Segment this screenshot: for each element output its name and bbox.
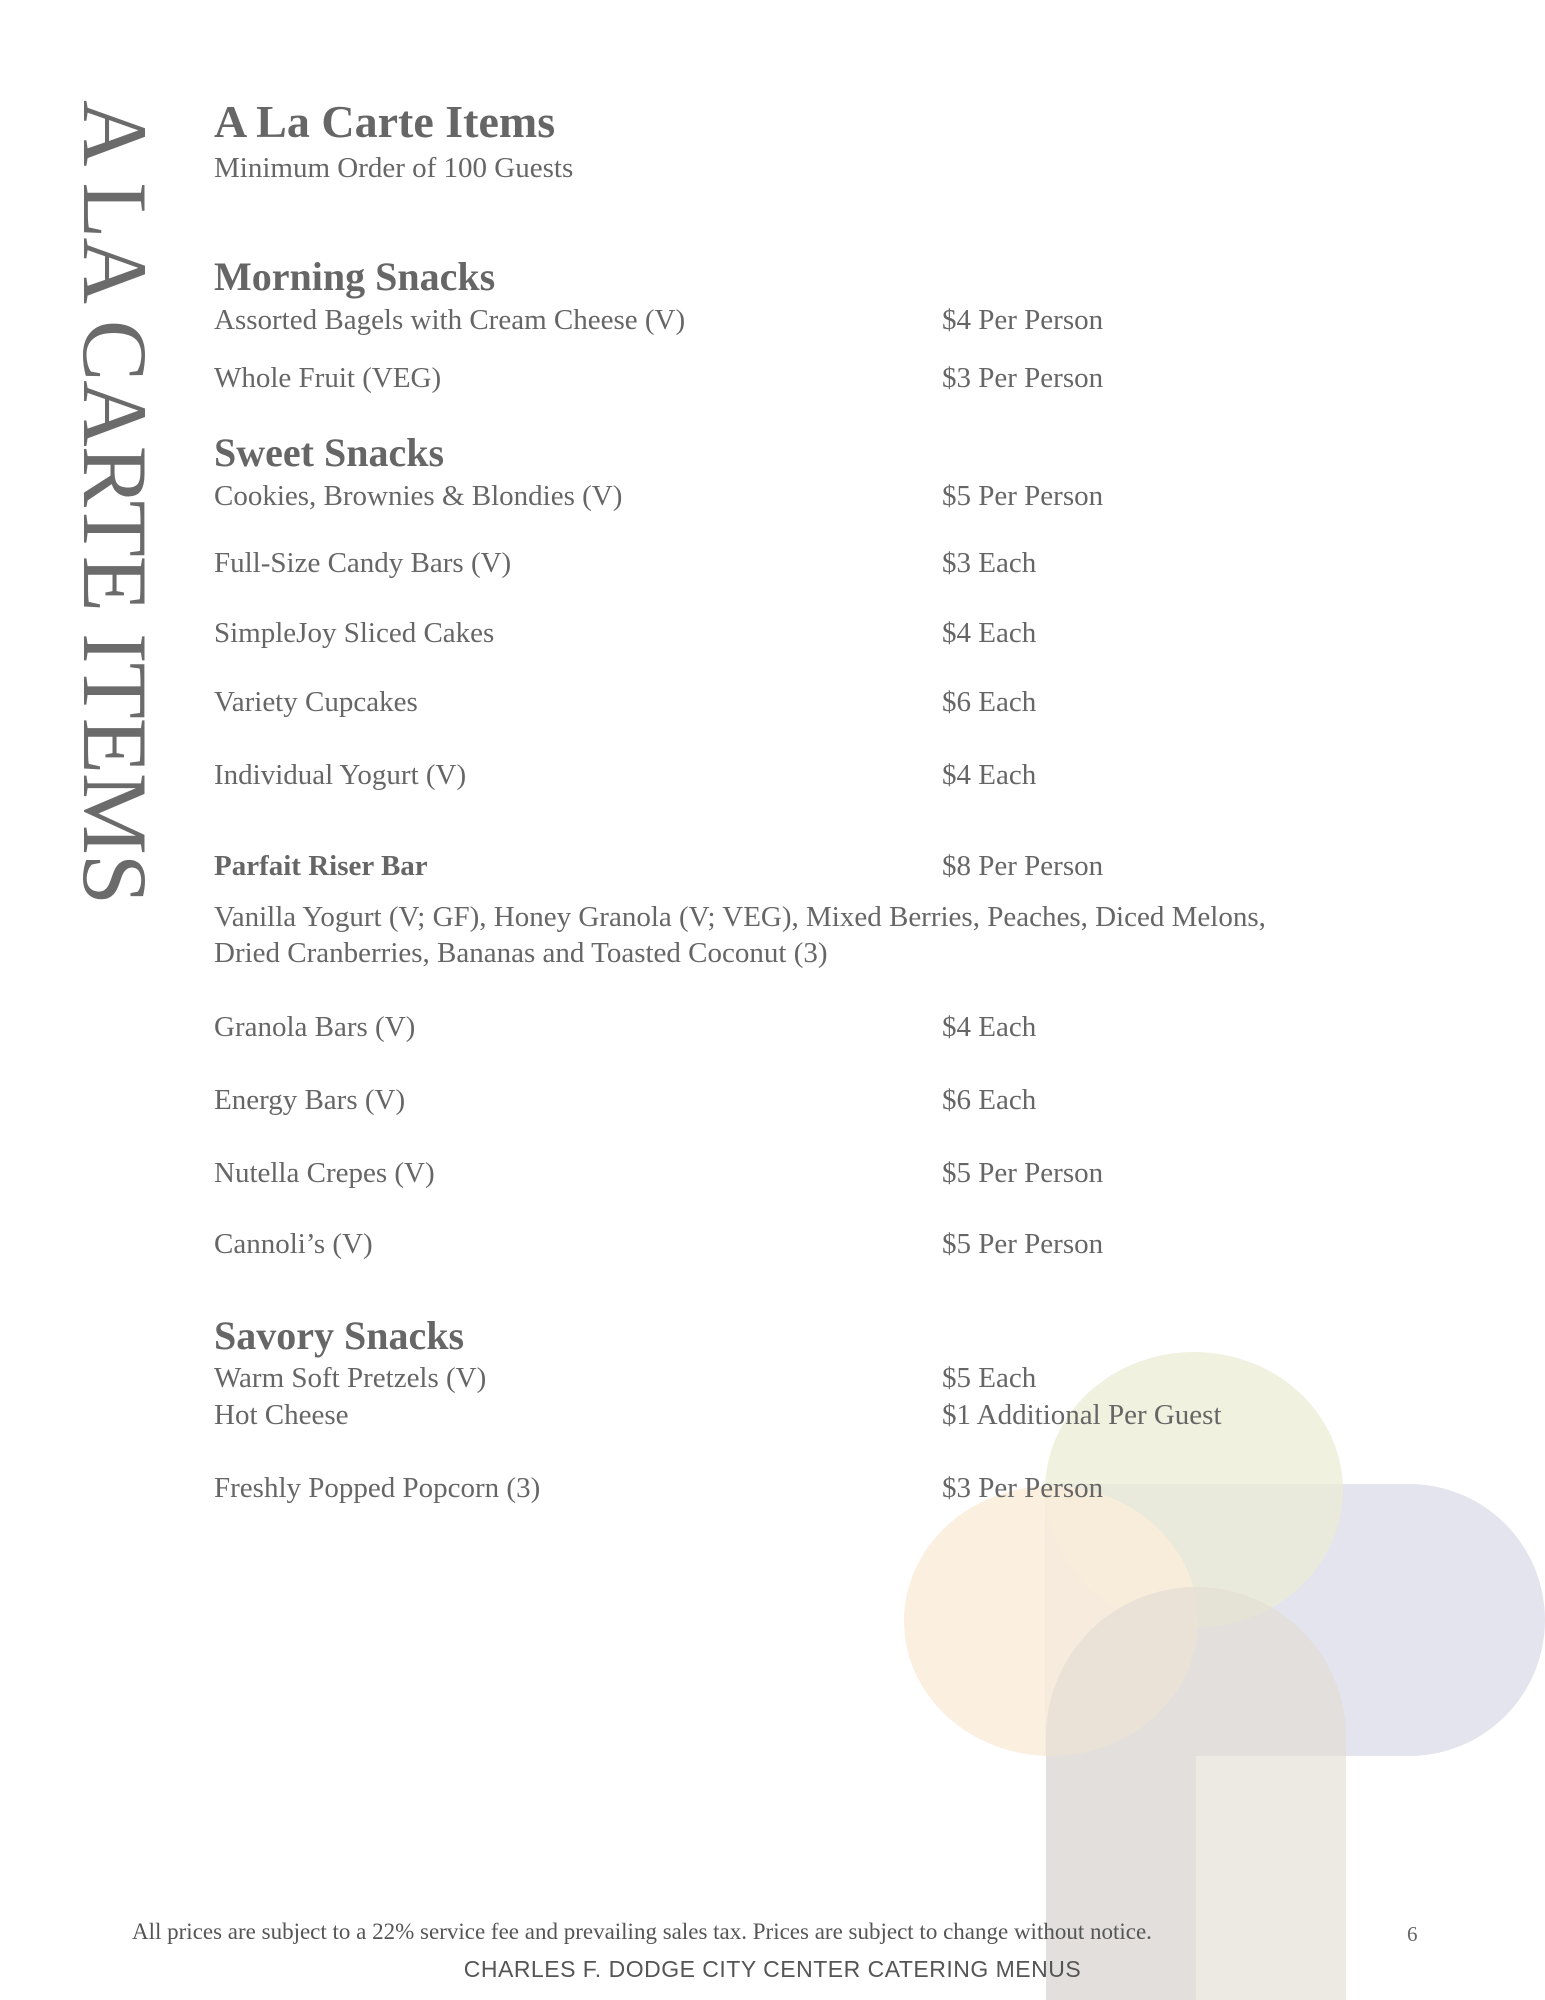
section-title-savory: Savory Snacks <box>214 1313 465 1358</box>
item-price: $6 Each <box>942 686 1037 718</box>
item-name: Energy Bars (V) <box>214 1084 406 1116</box>
page-subtitle: Minimum Order of 100 Guests <box>214 152 574 184</box>
item-price: $5 Each <box>942 1362 1037 1394</box>
item-name: Hot Cheese <box>214 1399 349 1431</box>
item-name: Cannoli’s (V) <box>214 1228 373 1260</box>
item-name: Nutella Crepes (V) <box>214 1157 435 1189</box>
item-price: $3 Per Person <box>942 362 1104 394</box>
item-price: $3 Each <box>942 547 1037 579</box>
footer-disclaimer: All prices are subject to a 22% service fee and prevailing sales tax. Prices are subject to change without notice. <box>132 1919 1152 1944</box>
page-number: 6 <box>1407 1922 1418 1946</box>
section-title-sweet: Sweet Snacks <box>214 430 445 475</box>
section-title-morning: Morning Snacks <box>214 254 496 299</box>
item-price: $5 Per Person <box>942 1157 1104 1189</box>
item-price: $4 Per Person <box>942 304 1104 336</box>
item-name: Full-Size Candy Bars (V) <box>214 547 512 579</box>
item-price: $4 Each <box>942 617 1037 649</box>
item-name: Granola Bars (V) <box>214 1011 416 1043</box>
parfait-description: Dried Cranberries, Bananas and Toasted Coconut (3) <box>214 937 828 969</box>
side-title: A LA CARTE ITEMS <box>64 100 166 904</box>
item-name: Freshly Popped Popcorn (3) <box>214 1472 541 1504</box>
item-price: $6 Each <box>942 1084 1037 1116</box>
item-price: $4 Each <box>942 1011 1037 1043</box>
item-price: $4 Each <box>942 759 1037 791</box>
footer-brand: CHARLES F. DODGE CITY CENTER CATERING MENUS <box>463 1956 1082 1982</box>
parfait-price: $8 Per Person <box>942 850 1104 882</box>
item-price: $3 Per Person <box>942 1472 1104 1504</box>
item-price: $5 Per Person <box>942 480 1104 512</box>
item-price: $1 Additional Per Guest <box>942 1399 1222 1431</box>
parfait-name: Parfait Riser Bar <box>214 850 428 882</box>
item-name: Warm Soft Pretzels (V) <box>214 1362 487 1394</box>
item-name: Variety Cupcakes <box>214 686 418 718</box>
item-name: Individual Yogurt (V) <box>214 759 467 791</box>
item-price: $5 Per Person <box>942 1228 1104 1260</box>
item-name: Assorted Bagels with Cream Cheese (V) <box>214 304 686 336</box>
item-name: SimpleJoy Sliced Cakes <box>214 617 495 649</box>
page-title: A La Carte Items <box>214 96 556 147</box>
item-name: Whole Fruit (VEG) <box>214 362 442 394</box>
parfait-description: Vanilla Yogurt (V; GF), Honey Granola (V; VEG), Mixed Berries, Peaches, Diced Melons, <box>214 901 1266 933</box>
item-name: Cookies, Brownies & Blondies (V) <box>214 480 623 512</box>
